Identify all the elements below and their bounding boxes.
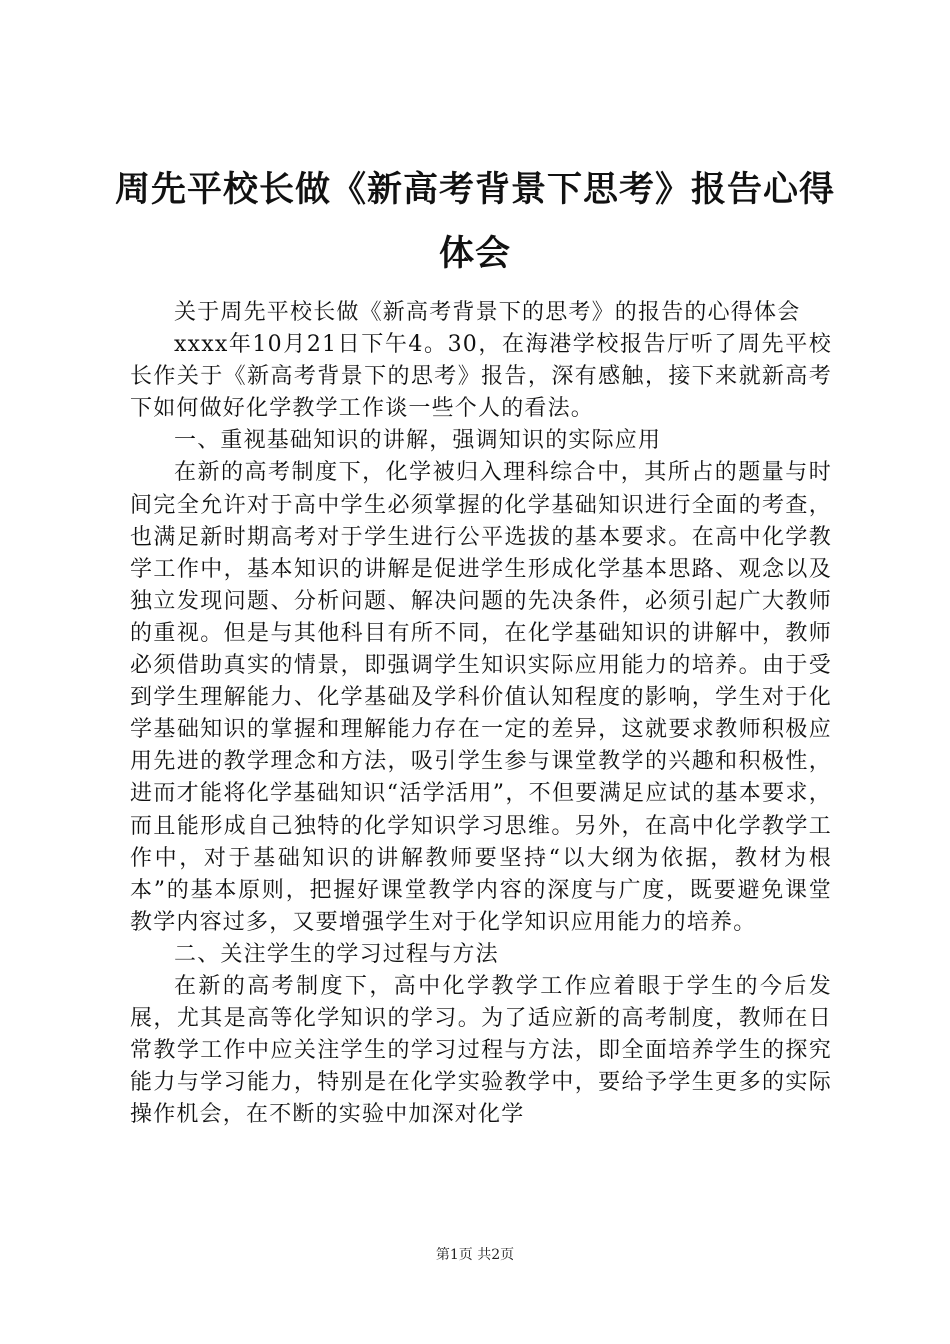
section-heading-1: 一、重视基础知识的讲解，强调知识的实际应用: [174, 428, 662, 454]
document-title: 周先平校长做《新高考背景下思考》报告心得体会: [114, 170, 835, 274]
paragraph-section-2: 在新的高考制度下，高中化学教学工作应着眼于学生的今后发展，尤其是高等化学知识的学习。为了适应新的高考制度，教师在日常教学工作中应关注学生的学习过程与方法，即全面培养学生的探究能力与学习能力，特别是在化学实验教学中，要给予学生更多的实际操作机会，在不断的实验中加深对化学: [130, 973, 832, 1128]
section-heading-2: 二、关注学生的学习过程与方法: [174, 941, 499, 967]
paragraph-section-1: 在新的高考制度下，化学被归入理科综合中，其所占的题量与时间完全允许对于高中学生必须掌握的化学基础知识进行全面的考查，也满足新时期高考对于学生进行公平选拔的基本要求。在高中化学教学工作中，基本知识的讲解是促进学生形成化学基本思路、观念以及独立发现问题、分析问题、解决问题的先决条件，必须引起广大教师的重视。但是与其他科目有所不同，在化学基础知识的讲解中，教师必须借助真实的情景，即强调学生知识实际应用能力的培养。由于受到学生理解能力、化学基础及学科价值认知程度的影响，学生对于化学基础知识的掌握和理解能力存在一定的差异，这就要求教师积极应用先进的教学理念和方法，吸引学生参与课堂教学的兴趣和积极性，进而才能将化学基础知识“活学活用”，不但要满足应试的基本要求，而且能形成自己独特的化学知识学习思维。另外，在高中化学教学工作中，对于基础知识的讲解教师要坚持“以大纲为依据，教材为根本”的基本原则，把握好课堂教学内容的深度与广度，既要避免课堂教学内容过多，又要增强学生对于化学知识应用能力的培养。: [130, 460, 832, 935]
paragraph-event: xxxx年10月21日下午4。30，在海港学校报告厅听了周先平校长作关于《新高考背景下的思考》报告，深有感触，接下来就新高考下如何做好化学教学工作谈一些个人的看法。: [130, 332, 832, 422]
page-number-footer: 第1页 共2页: [435, 1247, 515, 1263]
paragraph-heading-intro: 关于周先平校长做《新高考背景下的思考》的报告的心得体会: [174, 300, 801, 325]
document-body: [130, 297, 832, 1131]
